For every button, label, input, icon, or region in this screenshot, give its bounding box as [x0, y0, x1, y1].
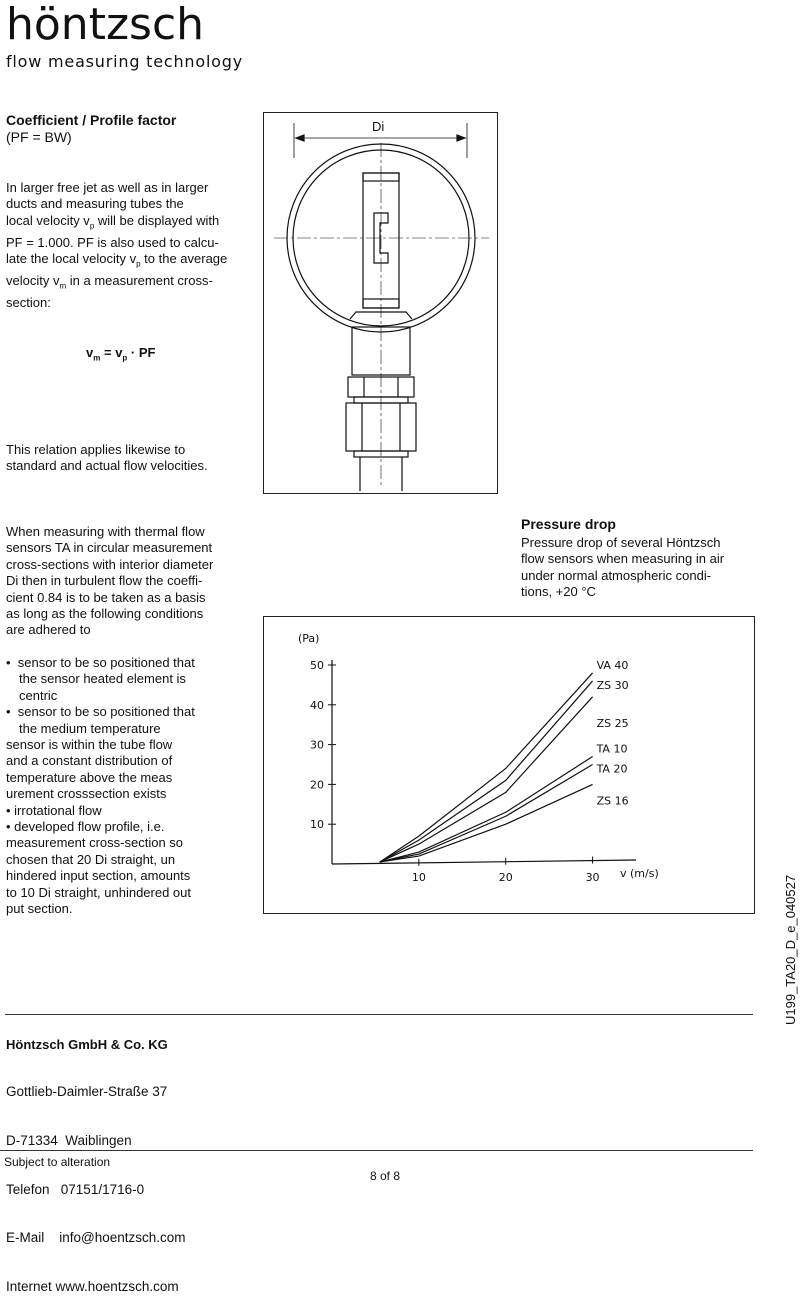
text-line: section: [6, 295, 51, 311]
series-label: TA 20 [596, 762, 628, 776]
text-line: are adhered to [6, 622, 91, 638]
page-number: 8 of 8 [370, 1169, 401, 1183]
text-line: Di then in turbulent flow the coeffi- [6, 573, 203, 589]
diameter-label: Di [372, 119, 385, 134]
text-line: the sensor heated element is [19, 671, 186, 687]
text-line: Telefon 07151/1716-0 [6, 1181, 145, 1197]
list-item: • sensor to be so positioned that [6, 655, 195, 670]
section-heading-coefficient: Coefficient / Profile factor [6, 112, 177, 128]
conditions-list [6, 655, 251, 918]
y-tick-label: 40 [310, 698, 324, 712]
text-line: urement crosssection exists [6, 786, 167, 802]
text-line: flow sensors when measuring in air [521, 551, 725, 567]
footer-divider-bottom [0, 1150, 753, 1151]
text-line: velocity $v_m$ in a measurement cross- [6, 273, 213, 291]
series-line [380, 784, 593, 862]
y-tick-label: 10 [310, 818, 324, 832]
text-line: put section. [6, 901, 73, 917]
company-logo: höntzsch [6, 0, 205, 50]
y-tick-label: 20 [310, 778, 324, 792]
text-line: centric [19, 687, 58, 703]
series-label: VA 40 [596, 658, 629, 672]
pressure-chart [264, 617, 754, 913]
text-line: to 10 Di straight, unhindered out [6, 884, 192, 900]
list-item: • irrotational flow [6, 802, 102, 818]
text-line: under normal atmospheric condi- [521, 567, 712, 583]
thermal-paragraph [6, 524, 251, 639]
y-tick-label: 50 [310, 659, 324, 672]
text-line: cient 0.84 is to be taken as a basis [6, 589, 206, 605]
series-line [380, 757, 593, 862]
series-label: TA 10 [596, 742, 628, 756]
text-line: sensors TA in circular measurement [6, 540, 213, 556]
sensor-diagram [264, 113, 497, 493]
series-line [380, 673, 593, 862]
formula: $v_m = v_p$ · PF [86, 345, 156, 363]
section-heading-pressure: Pressure drop [521, 516, 616, 532]
footer-divider [5, 1014, 753, 1015]
list-item: • developed flow profile, i.e. [6, 819, 165, 835]
text-line: ducts and measuring tubes the [6, 196, 184, 212]
text-line: as long as the following conditions [6, 606, 204, 622]
series-label: ZS 16 [596, 794, 629, 808]
chart-ylabel: (Pa) [298, 632, 320, 645]
text-line: hindered input section, amounts [6, 868, 191, 884]
coefficient-paragraph [6, 180, 246, 312]
text-line: local velocity $v_p$ will be displayed with [6, 212, 220, 231]
x-tick-label: 30 [585, 871, 600, 884]
footer-company: Höntzsch GmbH & Co. KG [6, 1037, 168, 1052]
chart-xlabel: v (m/s) [620, 867, 659, 880]
text-line: Gottlieb-Daimler-Straße 37 [6, 1084, 168, 1100]
series-line [380, 697, 593, 862]
text-line: cross-sections with interior diameter [6, 556, 214, 572]
footer-note: Subject to alteration [4, 1155, 111, 1169]
y-tick-label: 30 [310, 738, 324, 752]
pressure-paragraph [521, 535, 756, 601]
text-line: and a constant distribution of [6, 753, 173, 769]
text-line: temperature above the meas [6, 769, 173, 785]
relation-paragraph [6, 442, 208, 475]
company-tagline: flow measuring technology [6, 52, 243, 71]
x-tick-label: 10 [411, 871, 426, 884]
text-line: sensor is within the tube flow [6, 737, 173, 753]
text-line: Pressure drop of several Höntzsch [521, 535, 721, 550]
footer-address [6, 1052, 186, 1311]
text-line: When measuring with thermal flow [6, 524, 205, 539]
text-line: chosen that 20 Di straight, un [6, 851, 176, 867]
text-line: In larger free jet as well as in larger [6, 180, 209, 195]
text-line: D-71334 Waiblingen [6, 1133, 132, 1149]
text-line: Internet www.hoentzsch.com [6, 1278, 179, 1294]
series-label: ZS 30 [596, 678, 629, 692]
text-line: tions, +20 °C [521, 584, 596, 600]
series-label: ZS 25 [596, 716, 629, 730]
text-line: PF = 1.000. PF is also used to calcu- [6, 234, 219, 250]
text-line: the medium temperature [19, 720, 161, 736]
text-line: E-Mail info@hoentzsch.com [6, 1230, 186, 1246]
text-line: standard and actual flow velocities. [6, 458, 208, 474]
text-line: measurement cross-section so [6, 835, 184, 851]
list-item: • sensor to be so positioned that [6, 704, 195, 720]
section-subheading: (PF = BW) [6, 129, 72, 145]
pressure-chart-frame [263, 616, 755, 914]
x-tick-label: 20 [498, 871, 513, 884]
text-line: late the local velocity $v_p$ to the average [6, 251, 228, 269]
sensor-diagram-frame [263, 112, 498, 494]
text-line: This relation applies likewise to [6, 442, 186, 457]
document-code: U199_TA20_D_e_040527 [783, 874, 798, 1025]
x-axis [332, 860, 636, 864]
